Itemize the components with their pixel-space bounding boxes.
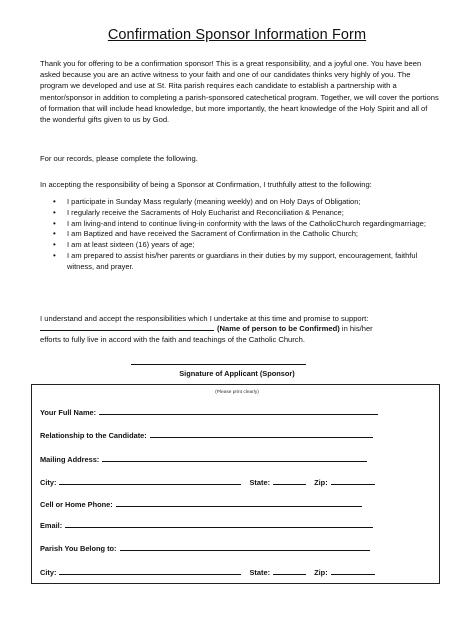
city-field[interactable] xyxy=(59,567,241,575)
intro-paragraph: Thank you for offering to be a confirmation sponsor! This is a great responsibility, and a joyful one. You have been asked because you are an active witness to your faith and one of our candidates thinks very highly of you. The program we developed and use at St. Rita parish requires each candidate to establish a partnership with a mentor/sponsor in addition to completing a parish-sponsored catechetical program. Together, we will cover the portions of formation that will include head knowledge, but more importantly, the heart knowledge of the Holy Spirit and all of the wonderful gifts given to us by God. xyxy=(40,59,439,125)
state-field[interactable] xyxy=(273,477,306,485)
mailing-address-row xyxy=(40,454,367,464)
parish-city-row xyxy=(40,567,375,577)
full-name-row xyxy=(40,407,378,417)
parish-label: Parish You Belong to: xyxy=(40,544,117,553)
bullet-icon: • xyxy=(53,229,56,239)
print-note: (Please print clearly) xyxy=(215,390,259,395)
state-label: State: xyxy=(249,478,271,487)
signature-label: Signature of Applicant (Sponsor) xyxy=(179,369,295,378)
candidate-name-label: (Name of person to be Confirmed) xyxy=(217,324,340,333)
full-name-label: Your Full Name: xyxy=(40,408,97,417)
promise-line-2: efforts to fully live in accord with the faith and teachings of the Catholic Church. xyxy=(40,335,305,345)
mailing-address-field[interactable] xyxy=(102,454,367,462)
bullet-icon: • xyxy=(53,250,56,260)
bullet-icon: • xyxy=(53,218,56,228)
city-row xyxy=(40,477,375,487)
phone-field[interactable] xyxy=(116,499,362,507)
relationship-row xyxy=(40,430,373,440)
email-label: Email: xyxy=(40,521,63,530)
attest-paragraph: In accepting the responsibility of being a Sponsor at Confirmation, I truthfully attest to the following: xyxy=(40,180,372,189)
attestation-item: • I participate in Sunday Mass regularly (meaning weekly) and on Holy Days of Obligation; xyxy=(53,197,361,206)
city-field[interactable] xyxy=(59,477,241,485)
zip-label: Zip: xyxy=(314,568,328,577)
attestation-item: • I am living-and intend to continue living-in conformity with the laws of the CatholicChurch regardingmarriage; xyxy=(53,218,426,228)
zip-field[interactable] xyxy=(331,477,375,485)
mailing-address-label: Mailing Address: xyxy=(40,455,100,464)
parish-field[interactable] xyxy=(120,543,370,551)
state-field[interactable] xyxy=(273,567,306,575)
attestation-item: • I am prepared to assist his/her parents or guardians in their duties by my support, encouragement, faithful witness, and prayer. xyxy=(53,250,418,271)
bullet-icon: • xyxy=(53,240,56,250)
city-label: City: xyxy=(40,478,57,487)
parish-row xyxy=(40,543,370,553)
attestation-list xyxy=(53,197,441,273)
attestation-item: • I regularly receive the Sacraments of Holy Eucharist and Reconciliation & Penance; xyxy=(53,207,344,217)
candidate-name-field[interactable] xyxy=(40,323,214,331)
phone-label: Cell or Home Phone: xyxy=(40,500,113,509)
zip-label: Zip: xyxy=(314,478,328,487)
zip-field[interactable] xyxy=(331,567,375,575)
page-title: Confirmation Sponsor Information Form xyxy=(107,27,367,43)
attestation-item: • I am at least sixteen (16) years of age; xyxy=(53,240,195,250)
phone-row xyxy=(40,499,362,509)
promise-statement: (Name of person to be Confirmed) in his/her efforts to fully live in accord with the faith and teachings of the Catholic Church. xyxy=(40,324,373,345)
email-field[interactable] xyxy=(65,520,373,528)
full-name-field[interactable] xyxy=(99,407,378,415)
records-paragraph: For our records, please complete the following. xyxy=(40,154,198,163)
relationship-field[interactable] xyxy=(150,430,373,438)
email-row xyxy=(40,520,373,530)
signature-field[interactable] xyxy=(131,364,306,365)
city-label: City: xyxy=(40,568,57,577)
relationship-label: Relationship to the Candidate: xyxy=(40,431,147,440)
bullet-icon: • xyxy=(53,207,56,217)
attestation-item: • I am Baptized and have received the Sacrament of Confirmation in the Catholic Church; xyxy=(53,229,358,239)
bullet-icon: • xyxy=(53,197,56,206)
understand-paragraph: I understand and accept the responsibilities which I undertake at this time and promise to support: xyxy=(40,314,369,323)
state-label: State: xyxy=(249,568,271,577)
